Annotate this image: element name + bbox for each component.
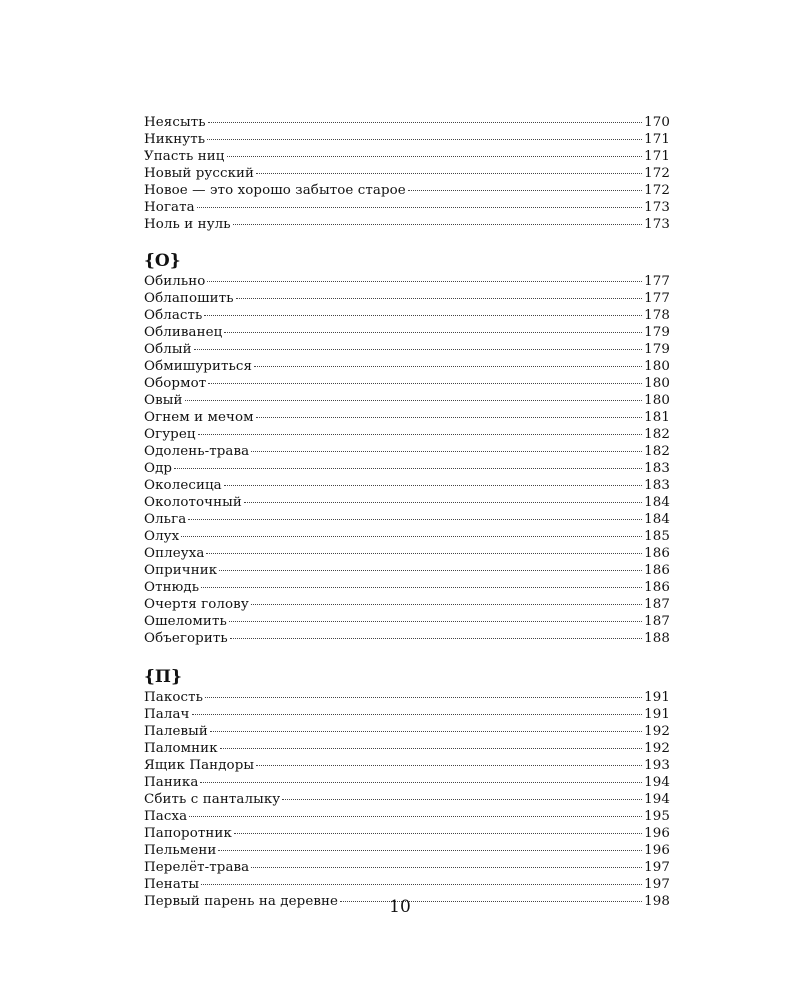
entry-page-number: 195	[644, 809, 670, 824]
dot-leader	[219, 570, 642, 571]
toc-entry	[144, 689, 670, 706]
entry-page-number: 181	[644, 410, 670, 425]
entry-title: Олух	[144, 529, 180, 544]
entry-title: Огнем и мечом	[144, 410, 254, 425]
entry-title: Одр	[144, 461, 173, 476]
toc-entry	[144, 545, 670, 562]
toc-entry	[144, 596, 670, 613]
entry-title: Ногата	[144, 200, 195, 215]
dot-leader	[256, 765, 642, 766]
toc-section-o	[144, 249, 670, 647]
toc-entry	[144, 706, 670, 723]
entry-title: Неясыть	[144, 115, 206, 130]
toc-entry	[144, 460, 670, 477]
dot-leader	[224, 332, 642, 333]
entry-page-number: 183	[644, 478, 670, 493]
entry-page-number: 197	[644, 860, 670, 875]
entry-title: Одолень-трава	[144, 444, 250, 459]
entry-page-number: 186	[644, 580, 670, 595]
entry-page-number: 186	[644, 546, 670, 561]
dot-leader	[236, 298, 643, 299]
toc-entry	[144, 757, 670, 774]
entry-page-number: 192	[644, 741, 670, 756]
toc-entry	[144, 199, 670, 216]
toc-entry	[144, 114, 670, 131]
toc-entry	[144, 392, 670, 409]
entry-page-number: 172	[644, 183, 670, 198]
toc-section-p	[144, 665, 670, 910]
toc-entry	[144, 528, 670, 545]
toc-entry	[144, 808, 670, 825]
dot-leader	[230, 638, 642, 639]
dot-leader	[200, 782, 642, 783]
toc-entry	[144, 443, 670, 460]
toc-entry	[144, 791, 670, 808]
dot-leader	[227, 156, 643, 157]
dot-leader	[210, 731, 642, 732]
toc-entry	[144, 182, 670, 199]
dot-leader	[251, 451, 642, 452]
entry-title: Новое — это хорошо забытое старое	[144, 183, 406, 198]
dot-leader	[206, 553, 642, 554]
dot-leader	[208, 122, 643, 123]
dot-leader	[251, 604, 642, 605]
entry-page-number: 192	[644, 724, 670, 739]
entry-title: Оплеуха	[144, 546, 205, 561]
entry-title: Обормот	[144, 376, 207, 391]
entry-page-number: 186	[644, 563, 670, 578]
dot-leader	[251, 867, 642, 868]
entry-title: Овый	[144, 393, 183, 408]
toc-entry	[144, 562, 670, 579]
entry-page-number: 179	[644, 325, 670, 340]
dot-leader	[207, 139, 642, 140]
entry-title: Обмишуриться	[144, 359, 253, 374]
entry-page-number: 180	[644, 359, 670, 374]
page-number: 10	[389, 897, 411, 917]
toc-entry	[144, 579, 670, 596]
section-spacer	[144, 647, 670, 665]
entry-page-number: 193	[644, 758, 670, 773]
dot-leader	[282, 799, 642, 800]
entry-title: Обливанец	[144, 325, 223, 340]
entry-title: Сбить с панталыку	[144, 792, 281, 807]
dot-leader	[208, 383, 642, 384]
toc-entry	[144, 740, 670, 757]
dot-leader	[229, 621, 642, 622]
dot-leader	[256, 173, 642, 174]
entry-page-number: 184	[644, 495, 670, 510]
dot-leader	[254, 366, 642, 367]
entry-page-number: 187	[644, 614, 670, 629]
entry-title: Ноль и нуль	[144, 217, 231, 232]
entry-title: Паломник	[144, 741, 218, 756]
dot-leader	[174, 468, 642, 469]
dot-leader	[188, 519, 642, 520]
toc-entries	[144, 273, 670, 647]
entry-title: Объегорить	[144, 631, 228, 646]
toc-entry	[144, 273, 670, 290]
entry-title: Папоротник	[144, 826, 232, 841]
toc-entry	[144, 324, 670, 341]
entry-page-number: 183	[644, 461, 670, 476]
dot-leader	[218, 850, 642, 851]
entry-page-number: 197	[644, 877, 670, 892]
toc-entry	[144, 165, 670, 182]
dot-leader	[244, 502, 642, 503]
entry-page-number: 187	[644, 597, 670, 612]
entry-page-number: 171	[644, 149, 670, 164]
entry-page-number: 196	[644, 843, 670, 858]
entry-title: Опричник	[144, 563, 218, 578]
entry-title: Паника	[144, 775, 199, 790]
entry-title: Область	[144, 308, 203, 323]
dot-leader	[181, 536, 642, 537]
dot-leader	[207, 281, 642, 282]
toc-entry	[144, 290, 670, 307]
entry-page-number: 173	[644, 217, 670, 232]
entry-page-number: 185	[644, 529, 670, 544]
dot-leader	[192, 714, 643, 715]
entry-page-number: 188	[644, 631, 670, 646]
entry-title: Пакость	[144, 690, 203, 705]
entry-title: Околоточный	[144, 495, 242, 510]
toc-entry	[144, 630, 670, 647]
entry-page-number: 182	[644, 427, 670, 442]
toc-entry	[144, 477, 670, 494]
toc-section-n	[144, 114, 670, 233]
toc-entry	[144, 409, 670, 426]
toc-entry	[144, 148, 670, 165]
entry-page-number: 191	[644, 707, 670, 722]
entry-page-number: 194	[644, 775, 670, 790]
entry-title: Никнуть	[144, 132, 206, 147]
entry-page-number: 177	[644, 274, 670, 289]
toc-entry	[144, 307, 670, 324]
dot-leader	[189, 816, 642, 817]
toc-entries	[144, 114, 670, 233]
dot-leader	[224, 485, 642, 486]
section-spacer	[144, 233, 670, 249]
dot-leader	[220, 748, 642, 749]
toc-entry	[144, 825, 670, 842]
dot-leader	[234, 833, 642, 834]
entry-page-number: 180	[644, 376, 670, 391]
dot-leader	[408, 190, 642, 191]
dot-leader	[233, 224, 642, 225]
entry-title: Ошеломить	[144, 614, 227, 629]
entry-title: Обильно	[144, 274, 206, 289]
dot-leader	[256, 417, 642, 418]
entry-page-number: 172	[644, 166, 670, 181]
toc-entry	[144, 131, 670, 148]
dot-leader	[201, 587, 642, 588]
entry-page-number: 184	[644, 512, 670, 527]
entry-title: Палевый	[144, 724, 208, 739]
entry-title: Новый русский	[144, 166, 255, 181]
toc-entry	[144, 494, 670, 511]
entry-title: Облый	[144, 342, 192, 357]
entry-title: Пельмени	[144, 843, 217, 858]
entry-page-number: 178	[644, 308, 670, 323]
dot-leader	[201, 884, 642, 885]
entry-title: Палач	[144, 707, 190, 722]
toc-entry	[144, 375, 670, 392]
toc-entry	[144, 842, 670, 859]
dot-leader	[204, 315, 642, 316]
toc-entry	[144, 216, 670, 233]
entry-title: Ящик Пандоры	[144, 758, 255, 773]
dot-leader	[205, 697, 642, 698]
entry-title: Очертя голову	[144, 597, 249, 612]
entry-page-number: 191	[644, 690, 670, 705]
toc-entry	[144, 358, 670, 375]
toc-entry	[144, 723, 670, 740]
dot-leader	[198, 434, 643, 435]
entry-title: Огурец	[144, 427, 196, 442]
dot-leader	[185, 400, 643, 401]
entry-title: Упасть ниц	[144, 149, 225, 164]
toc-entry	[144, 511, 670, 528]
entry-title: Перелёт-трава	[144, 860, 250, 875]
entry-title: Околесица	[144, 478, 222, 493]
entry-page-number: 180	[644, 393, 670, 408]
entry-page-number: 179	[644, 342, 670, 357]
entry-page-number: 198	[644, 894, 670, 909]
entry-title: Пасха	[144, 809, 188, 824]
toc-entry	[144, 876, 670, 893]
entry-page-number: 170	[644, 115, 670, 130]
dot-leader	[197, 207, 642, 208]
toc-entry	[144, 341, 670, 358]
entry-title: Отнюдь	[144, 580, 200, 595]
entry-page-number: 171	[644, 132, 670, 147]
entry-page-number: 194	[644, 792, 670, 807]
toc-entry	[144, 859, 670, 876]
section-heading: {П}	[144, 667, 182, 687]
section-heading: {О}	[144, 251, 181, 271]
toc-entry	[144, 613, 670, 630]
entry-title: Первый парень на деревне	[144, 894, 339, 909]
entry-page-number: 196	[644, 826, 670, 841]
entry-page-number: 182	[644, 444, 670, 459]
entry-title: Облапошить	[144, 291, 234, 306]
table-of-contents	[144, 114, 670, 910]
toc-entry	[144, 774, 670, 791]
entry-title: Ольга	[144, 512, 187, 527]
toc-entries	[144, 689, 670, 910]
entry-page-number: 177	[644, 291, 670, 306]
entry-page-number: 173	[644, 200, 670, 215]
dot-leader	[194, 349, 643, 350]
entry-title: Пенаты	[144, 877, 200, 892]
toc-entry	[144, 426, 670, 443]
